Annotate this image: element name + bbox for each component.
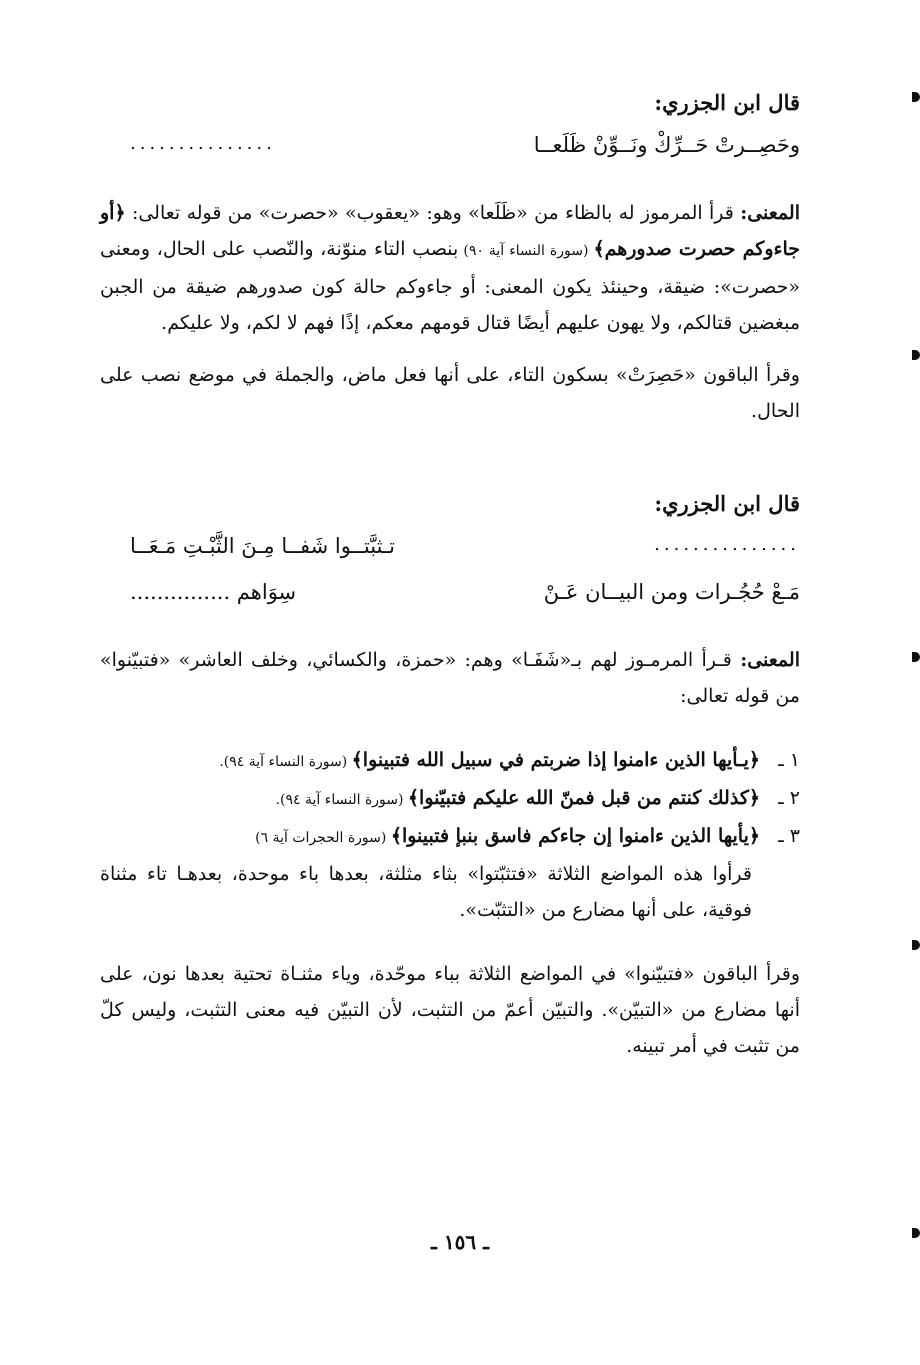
meaning-text-continued: بنصب التاء منوّنة، والنّصب على الحال، ومعنى «حصرت»: ضيقة، وحينئذ يكون المعنى: أو جاءوكم حالة كون صدورهم ضيقة من الجبن مبغضين قتالكم، ولا يهون عليهم أيضًا قتال قومهم معكم، إذًا فهم لا لكم، ولا عليكم. (100, 238, 800, 334)
verse-line (100, 133, 800, 179)
verse-dots: ............... (130, 133, 276, 154)
list-number: ١ ـ (778, 749, 800, 771)
list-item (100, 818, 800, 928)
others-paragraph: وقرأ الباقون «فتبيّنوا» في المواضع الثلاثة بباء موحّدة، وياء مثنـاة تحتية بعدها نون، على أنها مضارع من «التبيّن». والتبيّن أعمّ من التثبت، لأن التبيّن فيه معنى التثبت، وليس كلّ من تثبت في أمر تبينه. (100, 963, 800, 1057)
verse-line (100, 534, 800, 580)
list-item (100, 780, 800, 818)
meaning-label: المعنى: (740, 649, 800, 671)
edge-mark (912, 92, 920, 102)
edge-mark (912, 652, 920, 662)
verse-list (100, 742, 800, 928)
list-item-explanation: قرأوا هذه المواضع الثلاثة «فتثبّتوا» بثاء مثلثة، بعدها باء موحدة، بعدهـا تاء مثناة فوقية، على أنها مضارع من «التثبّت». (100, 863, 752, 921)
quran-quote: ﴿يأيها الذين ءامنوا إن جاءكم فاسق بنبإ فتبينوا﴾ (390, 825, 760, 847)
surah-reference: (سورة النساء آية ٩٠) (458, 243, 594, 259)
surah-reference: (سورة الحجرات آية ٦) (255, 830, 391, 846)
edge-mark (912, 940, 920, 950)
meaning-label: المعنى: (740, 202, 800, 224)
meaning-text: قـرأ المرمـوز لهم بـ«شَفَـا» وهم: «حمزة، والكسائي، وخلف العاشر» «فتبيّنوا» من قوله تعالى: (100, 649, 800, 707)
verse-hemistich: تـثبَّتــوا شَفــا مِـنَ الثَّبْـتِ مَـعَــا (130, 534, 395, 558)
list-number: ٢ ـ (778, 787, 800, 809)
verse-line (100, 580, 800, 626)
page-number: ـ ١٥٦ ـ (431, 1230, 489, 1254)
section2-heading: قال ابن الجزري: (654, 491, 800, 516)
meaning-paragraph (100, 195, 800, 341)
verse-hemistich: مَـعْ حُجُـرات ومن البيــان عَـنْ (543, 580, 800, 604)
verse-hemistich: سِوَاهم ............... (130, 580, 297, 604)
verse-hemistich: وحَصِــرتْ حَــرِّكْ ونَــوِّنْ ظَلَعــا (533, 133, 800, 157)
surah-reference: (سورة النساء آية ٩٤). (275, 792, 408, 808)
surah-reference: (سورة النساء آية ٩٤). (219, 754, 352, 770)
page-body (100, 90, 800, 1365)
others-paragraph: وقرأ الباقون «حَصِرَتْ» بسكون التاء، على أنها فعل ماض، والجملة في موضع نصب على الحال. (100, 364, 800, 422)
list-item (100, 742, 800, 780)
edge-mark (912, 350, 920, 360)
quran-quote: ﴿كذلك كنتم من قبل فمنّ الله عليكم فتبيّنوا﴾ (407, 787, 760, 809)
verse-dots: ............... (654, 534, 800, 555)
quran-quote: ﴿أو جاءوكم حصرت صدورهم﴾ (100, 202, 800, 260)
meaning-paragraph (100, 642, 800, 714)
section1-heading: قال ابن الجزري: (654, 90, 800, 115)
quran-quote: ﴿يـأيها الذين ءامنوا إذا ضربتم في سبيل الله فتبينوا﴾ (351, 749, 760, 771)
list-number: ٣ ـ (778, 825, 800, 847)
meaning-text: قرأ المرموز له بالظاء من «ظَلَعا» وهو: «يعقوب» «حصرت» من قوله تعالى: (125, 202, 741, 224)
